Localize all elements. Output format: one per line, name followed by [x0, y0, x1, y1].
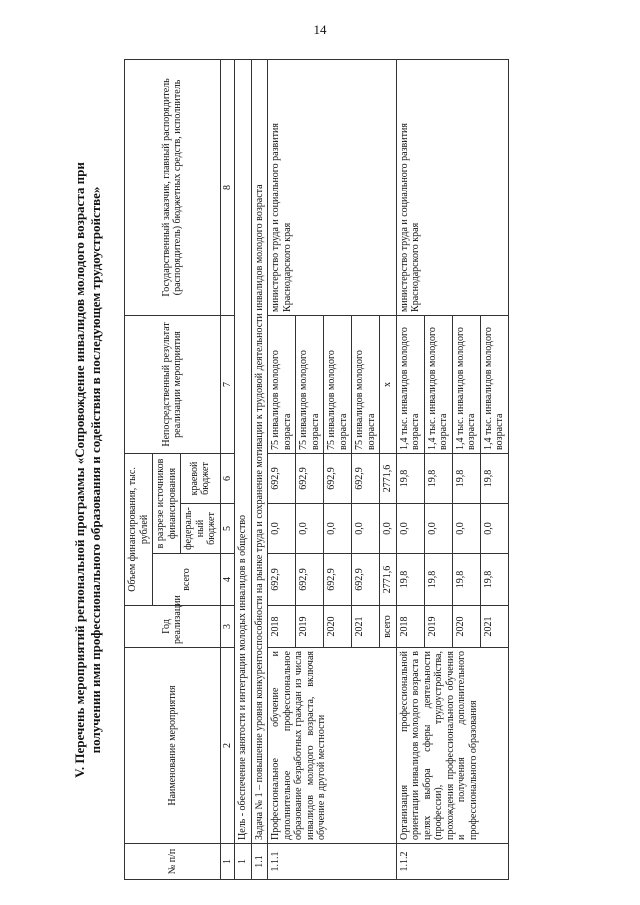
result-cell: х: [380, 315, 397, 453]
result-cell: 1,4 тыс. инвалидов молодого возраста: [396, 315, 424, 453]
section-title: [72, 60, 104, 880]
result-cell: 75 инвалидов молодого возраста: [296, 315, 324, 453]
regional-cell: 2771,6: [380, 453, 397, 503]
result-cell: 1,4 тыс. инвалидов молодого возраста: [480, 315, 508, 453]
title-line-1: V. Перечень мероприятий региональной программы «Сопровождение инвалидов молодого возраста при: [72, 162, 87, 778]
federal-cell: 0,0: [324, 504, 352, 554]
federal-cell: 0,0: [424, 504, 452, 554]
regional-cell: 19,8: [424, 453, 452, 503]
header-regional: краевой бюджет: [181, 453, 221, 503]
header-name: Наименование мероприятия: [125, 648, 221, 844]
header-volume: Объем финансирования, тыс. рублей: [125, 453, 153, 605]
federal-cell: 0,0: [268, 504, 296, 554]
col-number: 5: [220, 504, 235, 554]
activity-num: 1.1.1: [268, 844, 397, 880]
table-row: [268, 59, 296, 879]
regional-cell: 19,8: [480, 453, 508, 503]
total-cell: 19,8: [424, 554, 452, 606]
federal-cell: 0,0: [352, 504, 380, 554]
year-cell: 2019: [296, 606, 324, 648]
task-text: Задача № 1 – повышение уровня конкурентоспособности на рынке труда и сохранение мотивации к трудовой деятельности инвалидов молодого возраста: [251, 59, 268, 843]
total-cell: 692,9: [296, 554, 324, 606]
header-result: Непосредственный результат реализации мероприятия: [125, 315, 221, 453]
col-number: 3: [220, 606, 235, 648]
result-cell: 1,4 тыс. инвалидов молодого возраста: [424, 315, 452, 453]
column-numbers-row: [220, 59, 235, 879]
header-num: № п/п: [125, 844, 221, 880]
total-cell: 19,8: [480, 554, 508, 606]
result-cell: 1,4 тыс. инвалидов молодого возраста: [452, 315, 480, 453]
year-cell: всего: [380, 606, 397, 648]
regional-cell: 692,9: [296, 453, 324, 503]
regional-cell: 692,9: [268, 453, 296, 503]
year-cell: 2020: [324, 606, 352, 648]
goal-row: [235, 59, 252, 879]
activities-table: [124, 59, 509, 880]
task-num: 1.1: [251, 844, 268, 880]
page-number: 14: [313, 22, 327, 37]
result-cell: 75 инвалидов молодого возраста: [268, 315, 296, 453]
header-year: Год реализации: [125, 606, 221, 648]
goal-num: 1: [235, 844, 252, 880]
header-by-source: в разрезе источников финансирования: [153, 453, 181, 553]
federal-cell: 0,0: [480, 504, 508, 554]
activity-name: Профессиональное обучение и дополнительное профессиональное образование безработных граждан из числа инвалидов молодого возраста, включая обучение в другой местности: [268, 648, 397, 844]
col-number: 4: [220, 554, 235, 606]
task-row: [251, 59, 268, 879]
federal-cell: 0,0: [380, 504, 397, 554]
regional-cell: 19,8: [396, 453, 424, 503]
year-cell: 2018: [396, 606, 424, 648]
customer-cell: министерство труда и социального развития Краснодарского края: [268, 59, 397, 315]
total-cell: 19,8: [396, 554, 424, 606]
year-cell: 2019: [424, 606, 452, 648]
regional-cell: 19,8: [452, 453, 480, 503]
customer-cell: министерство труда и социального развития Краснодарского края: [396, 59, 508, 315]
title-line-2: получении ими профессионального образования и содействия в последующем трудоустройстве»: [88, 186, 103, 754]
result-cell: 75 инвалидов молодого возраста: [352, 315, 380, 453]
activity-name: Организация профессиональной ориентации инвалидов молодого возраста в целях выбора сферы деятельности (профессии), трудоустройства, прохождения профессионального обучения и получения дополнительного профессионального образования: [396, 648, 508, 844]
regional-cell: 692,9: [324, 453, 352, 503]
total-cell: 692,9: [268, 554, 296, 606]
header-federal: федераль-ный бюджет: [181, 504, 221, 554]
col-number: 7: [220, 315, 235, 453]
rotated-page-content: [72, 60, 620, 880]
header-customer: Государственный заказчик, главный распорядитель (распорядитель) бюджетных средств, исполнитель: [125, 59, 221, 315]
col-number: 1: [220, 844, 235, 880]
col-number: 6: [220, 453, 235, 503]
federal-cell: 0,0: [396, 504, 424, 554]
federal-cell: 0,0: [452, 504, 480, 554]
col-number: 8: [220, 59, 235, 315]
year-cell: 2018: [268, 606, 296, 648]
year-cell: 2020: [452, 606, 480, 648]
header-total: всего: [153, 554, 221, 606]
goal-text: Цель - обеспечение занятости и интеграции молодых инвалидов в общество: [235, 59, 252, 843]
col-number: 2: [220, 648, 235, 844]
activity-num: 1.1.2: [396, 844, 508, 880]
result-cell: 75 инвалидов молодого возраста: [324, 315, 352, 453]
header-row: [125, 59, 153, 879]
year-cell: 2021: [352, 606, 380, 648]
total-cell: 692,9: [324, 554, 352, 606]
total-cell: 2771,6: [380, 554, 397, 606]
total-cell: 19,8: [452, 554, 480, 606]
federal-cell: 0,0: [296, 504, 324, 554]
year-cell: 2021: [480, 606, 508, 648]
total-cell: 692,9: [352, 554, 380, 606]
table-row: [396, 59, 424, 879]
regional-cell: 692,9: [352, 453, 380, 503]
